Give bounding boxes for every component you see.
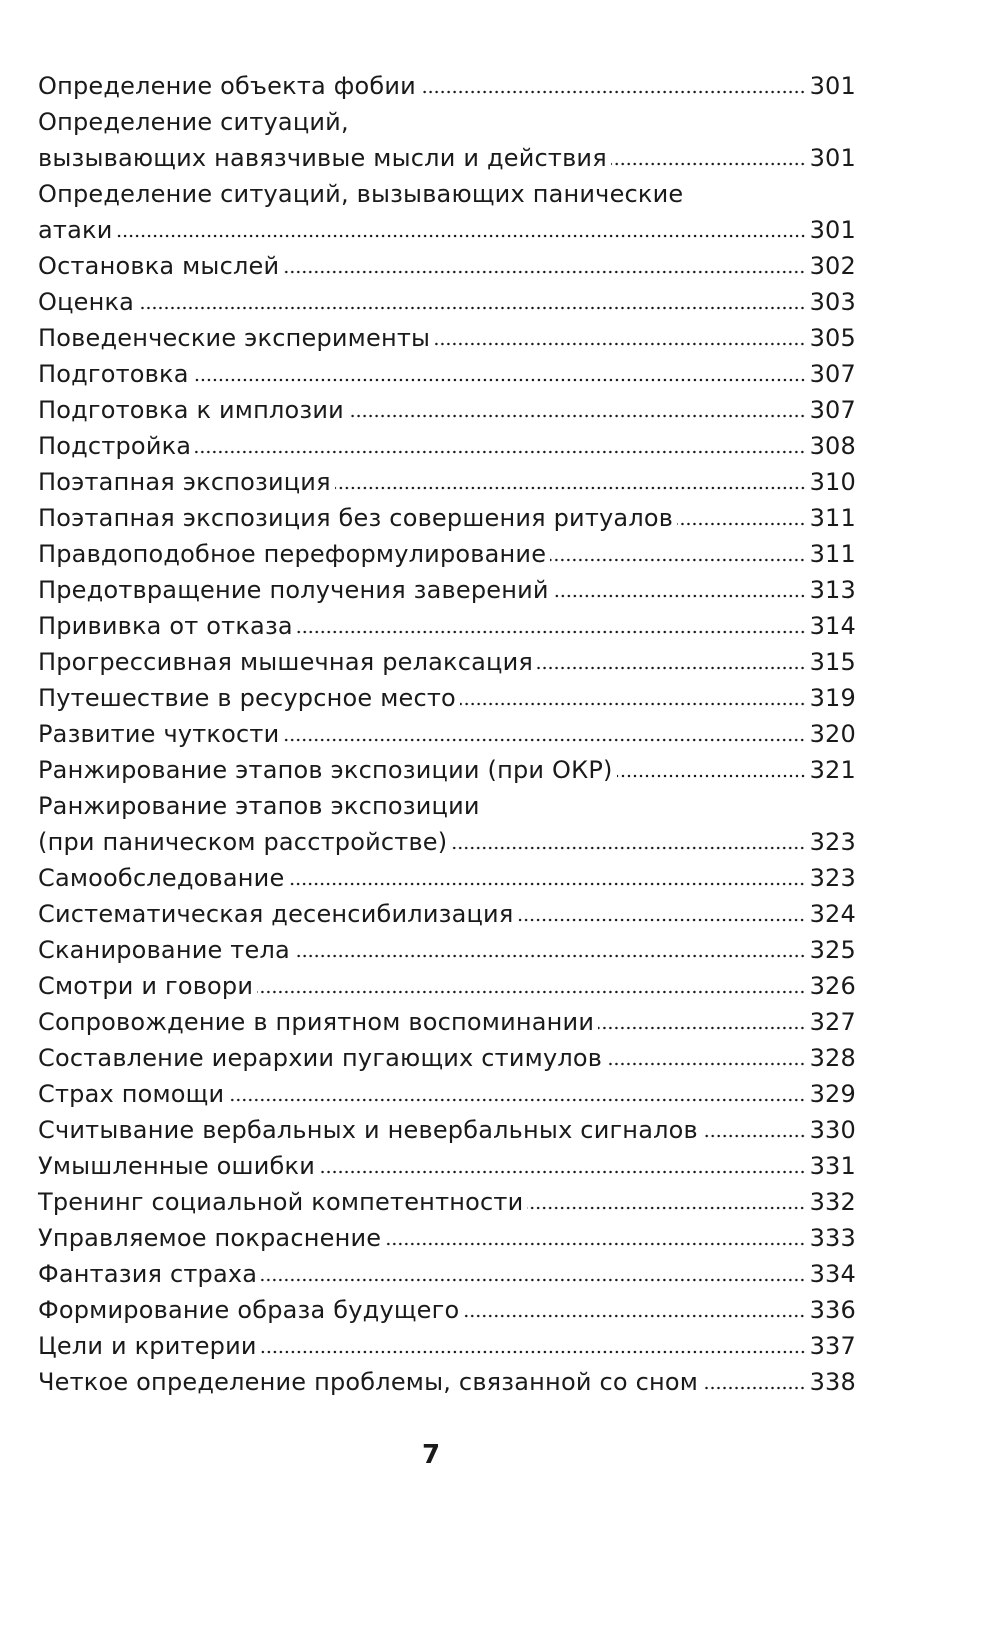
dot-leader bbox=[297, 630, 806, 634]
toc-entry bbox=[38, 428, 856, 464]
toc-entry bbox=[38, 860, 856, 896]
dot-leader bbox=[537, 666, 806, 670]
toc-entry-title: Умышленные ошибки bbox=[38, 1152, 316, 1180]
toc-entry-page: 320 bbox=[809, 720, 856, 748]
toc-entry-title: атаки bbox=[38, 216, 113, 244]
toc-entry-page: 314 bbox=[809, 612, 856, 640]
dot-leader bbox=[283, 270, 805, 274]
toc-entry-page: 313 bbox=[809, 576, 856, 604]
dot-leader bbox=[335, 486, 806, 490]
toc-entry-page: 332 bbox=[809, 1188, 856, 1216]
toc-entry-title: Развитие чуткости bbox=[38, 720, 280, 748]
toc-entry-title: Прогрессивная мышечная релаксация bbox=[38, 648, 534, 676]
dot-leader bbox=[288, 882, 805, 886]
toc-entry bbox=[38, 536, 856, 572]
dot-leader bbox=[193, 378, 806, 382]
toc-entry-title: Ранжирование этапов экспозиции bbox=[38, 792, 480, 820]
toc-entry-page: 323 bbox=[809, 828, 856, 856]
toc-entry-title: Определение объекта фобии bbox=[38, 72, 416, 100]
toc-entry-title: Подготовка bbox=[38, 360, 189, 388]
toc-entry-title: Цели и критерии bbox=[38, 1332, 257, 1360]
toc-entry-title: Ранжирование этапов экспозиции (при ОКР) bbox=[38, 756, 613, 784]
dot-leader bbox=[294, 954, 806, 958]
toc-entry-title: Смотри и говори bbox=[38, 972, 254, 1000]
toc-entry-title: Определение ситуаций, bbox=[38, 108, 349, 136]
toc-entry bbox=[38, 1184, 856, 1220]
page-number: 7 bbox=[421, 1440, 441, 1470]
toc-entry-title: Путешествие в ресурсное место bbox=[38, 684, 456, 712]
dot-leader bbox=[463, 1314, 805, 1318]
toc-entry-page: 311 bbox=[809, 504, 856, 532]
toc-entry-page: 327 bbox=[809, 1008, 856, 1036]
dot-leader bbox=[138, 306, 805, 310]
toc-entry-page: 331 bbox=[809, 1152, 856, 1180]
toc-entry bbox=[38, 500, 856, 536]
dot-leader bbox=[677, 522, 805, 526]
dot-leader bbox=[702, 1134, 806, 1138]
toc-entry-page: 326 bbox=[809, 972, 856, 1000]
toc-entry-page: 324 bbox=[809, 900, 856, 928]
toc-entry-page: 325 bbox=[809, 936, 856, 964]
toc-entry bbox=[38, 320, 856, 356]
toc-entry bbox=[38, 1004, 856, 1040]
toc-entry-title: Четкое определение проблемы, связанной со сном bbox=[38, 1368, 699, 1396]
dot-leader bbox=[517, 918, 805, 922]
toc-entry-title: Подготовка к имплозии bbox=[38, 396, 344, 424]
toc-entry bbox=[38, 356, 856, 392]
dot-leader bbox=[261, 1350, 806, 1354]
toc-entry-page: 302 bbox=[809, 252, 856, 280]
toc-entry-page: 330 bbox=[809, 1116, 856, 1144]
toc-entry bbox=[38, 140, 856, 176]
toc-entry-title: Поэтапная экспозиция bbox=[38, 468, 331, 496]
dot-leader bbox=[527, 1206, 805, 1210]
toc-entry-title: Предотвращение получения заверений bbox=[38, 576, 549, 604]
toc-entry-page: 334 bbox=[809, 1260, 856, 1288]
toc-entry-title: Составление иерархии пугающих стимулов bbox=[38, 1044, 603, 1072]
toc-entry bbox=[38, 104, 856, 140]
toc-entry-page: 305 bbox=[809, 324, 856, 352]
toc-entry-title: Сопровождение в приятном воспоминании bbox=[38, 1008, 595, 1036]
toc-entry bbox=[38, 824, 856, 860]
toc-entry-page: 307 bbox=[809, 396, 856, 424]
toc-entry-page: 337 bbox=[809, 1332, 856, 1360]
toc-entry-page: 338 bbox=[809, 1368, 856, 1396]
dot-leader bbox=[117, 234, 806, 238]
toc-entry bbox=[38, 68, 856, 104]
toc-entry-title: Подстройка bbox=[38, 432, 192, 460]
toc-entry bbox=[38, 680, 856, 716]
dot-leader bbox=[228, 1098, 805, 1102]
toc-entry-page: 301 bbox=[809, 144, 856, 172]
toc-entry-title: (при паническом расстройстве) bbox=[38, 828, 448, 856]
dot-leader bbox=[385, 1242, 805, 1246]
toc-entry-title: Фантазия страха bbox=[38, 1260, 258, 1288]
toc-entry bbox=[38, 716, 856, 752]
toc-entry bbox=[38, 1148, 856, 1184]
dot-leader bbox=[451, 846, 805, 850]
toc-entry bbox=[38, 1292, 856, 1328]
toc-entry-title: Самообследование bbox=[38, 864, 285, 892]
toc-entry-page: 323 bbox=[809, 864, 856, 892]
toc-entry-page: 319 bbox=[809, 684, 856, 712]
toc-entry bbox=[38, 1040, 856, 1076]
toc-entry-page: 329 bbox=[809, 1080, 856, 1108]
toc-entry bbox=[38, 608, 856, 644]
dot-leader bbox=[553, 594, 806, 598]
toc-entry-page: 303 bbox=[809, 288, 856, 316]
toc-entry bbox=[38, 572, 856, 608]
toc-entry bbox=[38, 212, 856, 248]
toc-entry bbox=[38, 284, 856, 320]
toc-entry-page: 321 bbox=[809, 756, 856, 784]
toc-entry-title: Остановка мыслей bbox=[38, 252, 280, 280]
table-of-contents bbox=[38, 68, 856, 1400]
toc-entry-title: Страх помощи bbox=[38, 1080, 225, 1108]
dot-leader bbox=[617, 774, 806, 778]
dot-leader bbox=[420, 90, 806, 94]
toc-entry bbox=[38, 752, 856, 788]
dot-leader bbox=[348, 414, 806, 418]
toc-entry-title: Управляемое покраснение bbox=[38, 1224, 382, 1252]
toc-entry-page: 301 bbox=[809, 72, 856, 100]
dot-leader bbox=[611, 162, 806, 166]
toc-entry-page: 333 bbox=[809, 1224, 856, 1252]
toc-entry-title: Поэтапная экспозиция без совершения ритуалов bbox=[38, 504, 674, 532]
toc-entry bbox=[38, 1220, 856, 1256]
toc-entry-title: Поведенческие эксперименты bbox=[38, 324, 431, 352]
toc-entry bbox=[38, 1076, 856, 1112]
toc-entry-title: Считывание вербальных и невербальных сигналов bbox=[38, 1116, 698, 1144]
dot-leader bbox=[319, 1170, 806, 1174]
toc-entry bbox=[38, 968, 856, 1004]
toc-entry bbox=[38, 464, 856, 500]
toc-entry bbox=[38, 1328, 856, 1364]
dot-leader bbox=[283, 738, 805, 742]
toc-entry-page: 307 bbox=[809, 360, 856, 388]
dot-leader bbox=[598, 1026, 805, 1030]
dot-leader bbox=[195, 450, 805, 454]
dot-leader bbox=[261, 1278, 805, 1282]
toc-entry-page: 328 bbox=[809, 1044, 856, 1072]
toc-entry bbox=[38, 1112, 856, 1148]
toc-entry bbox=[38, 1364, 856, 1400]
toc-entry bbox=[38, 392, 856, 428]
toc-entry-title: Систематическая десенсибилизация bbox=[38, 900, 514, 928]
toc-entry bbox=[38, 644, 856, 680]
dot-leader bbox=[702, 1386, 806, 1390]
toc-entry-title: Определение ситуаций, вызывающих панические bbox=[38, 180, 684, 208]
toc-entry bbox=[38, 176, 856, 212]
toc-entry-page: 310 bbox=[809, 468, 856, 496]
toc-entry-title: Оценка bbox=[38, 288, 135, 316]
toc-entry-page: 308 bbox=[809, 432, 856, 460]
toc-entry bbox=[38, 788, 856, 824]
toc-entry-page: 301 bbox=[809, 216, 856, 244]
toc-entry-page: 311 bbox=[809, 540, 856, 568]
dot-leader bbox=[550, 558, 805, 562]
toc-entry bbox=[38, 1256, 856, 1292]
toc-entry-page: 336 bbox=[809, 1296, 856, 1324]
toc-entry bbox=[38, 932, 856, 968]
toc-entry-title: вызывающих навязчивые мысли и действия bbox=[38, 144, 607, 172]
toc-entry-title: Формирование образа будущего bbox=[38, 1296, 460, 1324]
toc-entry-title: Сканирование тела bbox=[38, 936, 290, 964]
toc-entry-title: Прививка от отказа bbox=[38, 612, 293, 640]
toc-entry-title: Правдоподобное переформулирование bbox=[38, 540, 547, 568]
dot-leader bbox=[434, 342, 805, 346]
dot-leader bbox=[606, 1062, 805, 1066]
toc-entry-title: Тренинг социальной компетентности bbox=[38, 1188, 524, 1216]
toc-entry bbox=[38, 896, 856, 932]
dot-leader bbox=[460, 702, 806, 706]
dot-leader bbox=[257, 990, 805, 994]
toc-entry bbox=[38, 248, 856, 284]
toc-entry-page: 315 bbox=[809, 648, 856, 676]
